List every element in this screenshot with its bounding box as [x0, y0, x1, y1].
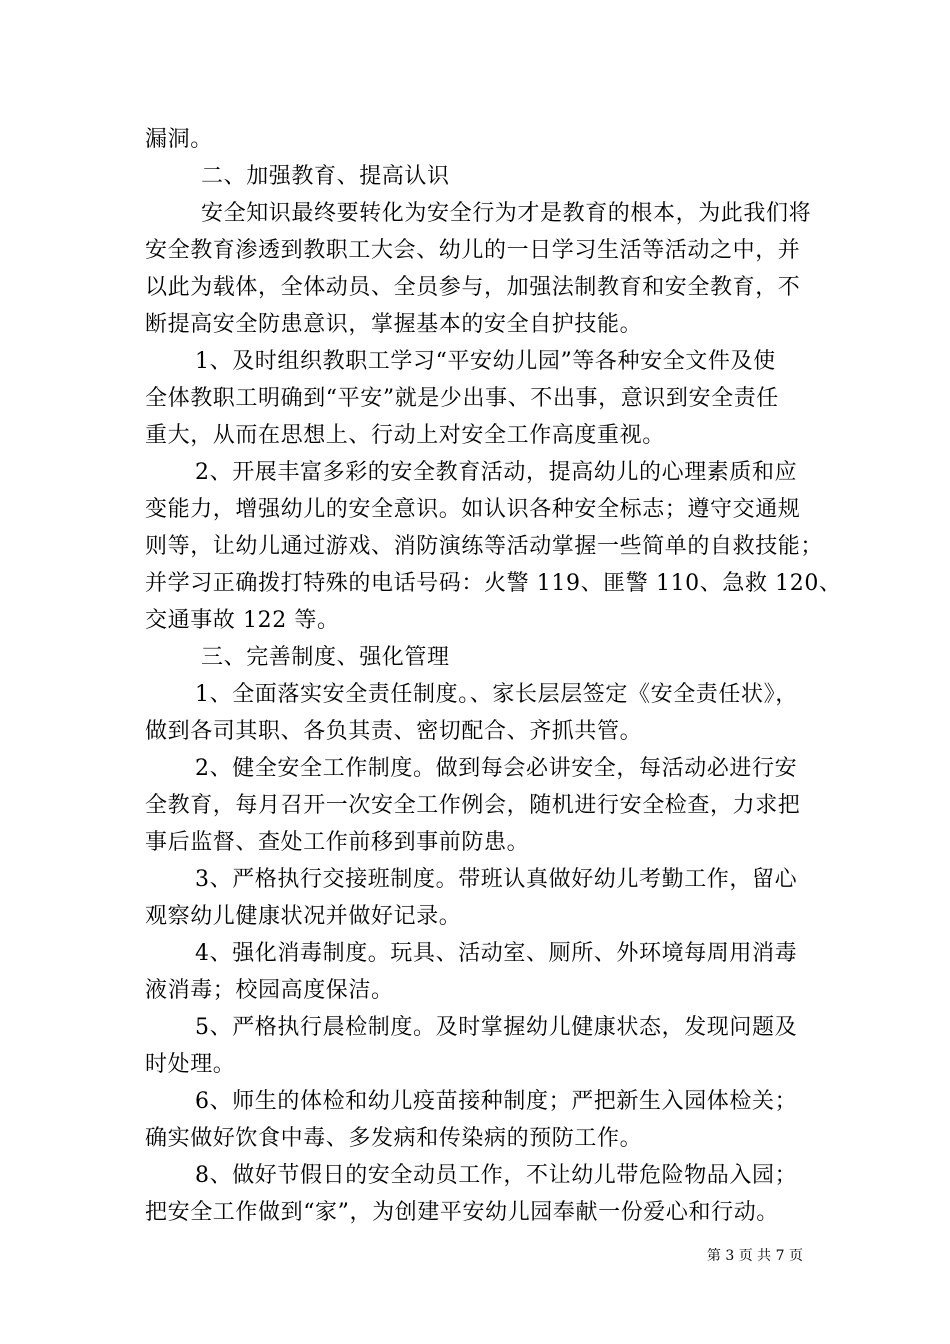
text-line: 1、全面落实安全责任制度。、家长层层签定《安全责任状》，	[195, 682, 798, 707]
text-line: 重大，从而在思想上、行动上对安全工作高度重视。	[145, 423, 665, 448]
text-line: 6、师生的体检和幼儿疫苗接种制度；严把新生入园体检关；	[195, 1089, 798, 1114]
section-heading: 二、加强教育、提高认识	[201, 164, 450, 189]
section-heading: 三、完善制度、强化管理	[201, 645, 450, 670]
text-line: 变能力，增强幼儿的安全意识。如认识各种安全标志；遵守交通规	[145, 497, 801, 522]
text-line: 4、强化消毒制度。玩具、活动室、厕所、外环境每周用消毒	[195, 941, 798, 966]
text-line: 漏洞。	[145, 127, 213, 152]
text-line: 安全教育渗透到教职工大会、幼儿的一日学习生活等活动之中，并	[145, 238, 801, 263]
text-line: 1、及时组织教职工学习“平安幼儿园”等各种安全文件及使	[195, 349, 776, 374]
text-line: 时处理。	[145, 1052, 236, 1077]
text-line: 5、严格执行晨检制度。及时掌握幼儿健康状态，发现问题及	[195, 1015, 798, 1040]
text-line: 全教育，每月召开一次安全工作例会，随机进行安全检查，力求把	[145, 793, 801, 818]
text-line: 3、严格执行交接班制度。带班认真做好幼儿考勤工作，留心	[195, 867, 798, 892]
text-line: 8、做好节假日的安全动员工作，不让幼儿带危险物品入园；	[195, 1163, 798, 1188]
text-line: 确实做好饮食中毒、多发病和传染病的预防工作。	[145, 1126, 643, 1151]
text-line: 则等，让幼儿通过游戏、消防演练等活动掌握一些简单的自救技能；	[145, 534, 824, 559]
text-line: 安全知识最终要转化为安全行为才是教育的根本，为此我们将	[201, 201, 812, 226]
text-line: 以此为载体，全体动员、全员参与，加强法制教育和安全教育，不	[145, 275, 801, 300]
text-line: 液消毒；校园高度保洁。	[145, 978, 394, 1003]
text-line: 事后监督、查处工作前移到事前防患。	[145, 830, 530, 855]
text-line: 2、健全安全工作制度。做到每会必讲安全，每活动必进行安	[195, 756, 798, 781]
text-line: 全体教职工明确到“平安”就是少出事、不出事，意识到安全责任	[145, 386, 779, 411]
text-line: 断提高安全防患意识，掌握基本的安全自护技能。	[145, 312, 643, 337]
text-line: 并学习正确拨打特殊的电话号码：火警 119、匪警 110、急救 120、	[145, 571, 842, 596]
text-line: 把安全工作做到“家”，为创建平安幼儿园奉献一份爱心和行动。	[145, 1200, 779, 1225]
text-line: 观察幼儿健康状况并做好记录。	[145, 904, 462, 929]
page-number: 第 3 页 共 7 页	[706, 1248, 803, 1264]
text-line: 做到各司其职、各负其责、密切配合、齐抓共管。	[145, 719, 643, 744]
text-line: 交通事故 122 等。	[145, 608, 340, 633]
text-line: 2、开展丰富多彩的安全教育活动，提高幼儿的心理素质和应	[195, 460, 798, 485]
